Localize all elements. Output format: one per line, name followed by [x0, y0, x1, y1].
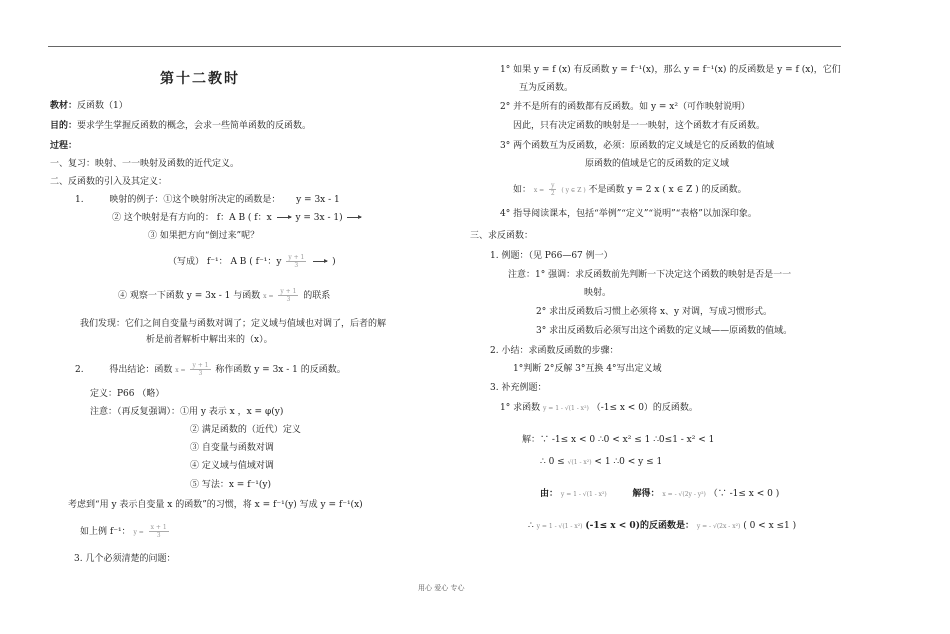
example-line	[80, 524, 171, 539]
item-text: < 1 ∴0 < y ≤ 1	[594, 457, 663, 467]
note-line-5: ⑤ 写法：x = f⁻¹(y)	[190, 480, 271, 490]
note-line-3: ③ 自变量与函数对调	[190, 443, 274, 453]
example-note-1b: 映射。	[584, 288, 612, 298]
arrow-icon	[313, 261, 327, 262]
section-find-inverse: 三、求反函数：	[470, 231, 534, 241]
summary-heading: 2. 小结：求函数反函数的步骤：	[490, 346, 619, 356]
fraction-denominator: 3	[294, 262, 299, 269]
example-note-3: 3° 求出反函数后必须写出这个函数的定义域——原函数的值域。	[536, 326, 793, 336]
example-note-1: 注意：1° 强调：求反函数前先判断一下决定这个函数的映射是否是一一	[508, 270, 792, 280]
section-inverse-intro: 二、反函数的引入及其定义：	[50, 177, 168, 187]
fraction	[278, 288, 298, 303]
fraction-numerator: y + 1	[192, 362, 209, 369]
fraction	[286, 254, 306, 269]
formula-text: y =	[133, 529, 144, 536]
supplement-problem	[500, 402, 698, 415]
item-text: ② 这个映射是有方向的：	[112, 213, 214, 223]
formula-text: x = - √(2y - y²)	[662, 491, 706, 498]
definition-line: 定义：P66 （略）	[90, 389, 165, 399]
objective-text: 要求学生掌握反函数的概念，会求一些简单函数的反函数。	[77, 121, 312, 131]
formula-text: )	[332, 257, 336, 267]
note-line-4: ④ 定义域与值域对调	[190, 461, 274, 471]
formula-text: y = - √(2x - x²)	[696, 523, 741, 530]
page-title: 第十二教时	[160, 71, 240, 87]
consider-line: 考虑到“用 y 表示自变量 x 的函数”的习惯，将 x = f⁻¹(y) 写成 y = f⁻¹(x)	[68, 500, 363, 510]
note-line-1: 注意：（再反复强调）：①用 y 表示 x ，x = φ(y)	[90, 407, 284, 417]
item-compare	[118, 288, 330, 303]
item-conclusion	[75, 362, 346, 377]
fraction-denominator: 3	[286, 296, 291, 303]
formula-text: √(1 - x²)	[567, 459, 592, 466]
solution-line-3	[540, 488, 779, 501]
item-text: ∴	[528, 521, 534, 531]
finding-line-1: 我们发现：它们之间自变量与函数对调了；定义域与值域也对调了，后者的解	[80, 319, 387, 329]
header-rule	[48, 46, 841, 47]
formula-text: x =	[175, 367, 186, 374]
formula-text: y = 1 - √(1 - x²)	[536, 523, 583, 530]
item-text: 得出结论：函数	[109, 365, 173, 375]
formula-text: x =	[263, 293, 274, 300]
item-number: 2.	[75, 365, 84, 375]
summary-steps: 1°判断 2°反解 3°互换 4°写出定义域	[513, 364, 662, 374]
item-text: （-1≤ x < 0）的反函数。	[591, 403, 698, 413]
formula-text: f⁻¹： A B ( f⁻¹：y	[206, 257, 282, 267]
section-review: 一、复习：映射、一一映射及函数的近代定义。	[50, 159, 240, 169]
formula-text: y = 3x - 1	[186, 291, 231, 301]
objective-label: 目的：	[50, 121, 78, 131]
solution-line-1: 解：∵ -1≤ x < 0 ∴0 < x² ≤ 1 ∴0≤1 - x² < 1	[522, 435, 715, 445]
item-text: 与函数	[233, 291, 261, 301]
point-2-line-1: 2° 并不是所有的函数都有反函数。如 y = x²（可作映射说明）	[500, 102, 750, 112]
objective-line	[50, 120, 311, 132]
material-text: 反函数（1）	[77, 101, 128, 111]
fraction-denominator: 2	[550, 190, 555, 197]
supplement-heading: 3. 补充例题：	[490, 383, 547, 393]
fraction	[149, 524, 169, 539]
finding-line-2: 析是前者解析中解出来的（x）。	[146, 335, 273, 345]
item-text: 映射的例子：①这个映射所决定的函数是：	[109, 195, 281, 205]
formula-text: y = 3x - 1	[296, 195, 340, 205]
item-text: (-1≤ x < 0)的反函数是：	[585, 521, 694, 531]
fraction	[549, 182, 556, 197]
formula-text: x =	[533, 187, 545, 194]
item-text: 如：	[513, 185, 532, 195]
fraction-numerator: x + 1	[150, 524, 167, 531]
item-text: （∵ -1≤ x < 0 )	[708, 489, 780, 499]
point-1-line-1: 1° 如果 y = f (x) 有反函数 y = f⁻¹(x)，那么 y = f⁻¹(x) 的反函数是 y = f (x)，它们	[500, 65, 841, 75]
fraction-numerator: y + 1	[280, 288, 297, 295]
item-inverse-notation	[168, 254, 336, 269]
arrow-icon	[347, 217, 361, 218]
item-text: 解得：	[632, 489, 660, 499]
note-line-2: ② 满足函数的（近代）定义	[190, 425, 301, 435]
formula-text: f：A B ( f：x	[216, 213, 272, 223]
page-footer: 用心 爱心 专心	[418, 584, 465, 592]
fraction-numerator: y + 1	[288, 254, 305, 261]
formula-text: y = 1 - √(1 - x²)	[560, 491, 607, 498]
fraction-denominator: 3	[198, 370, 203, 377]
item-text: ( 0 < x ≤1 )	[743, 521, 797, 531]
item-text: 由：	[540, 489, 559, 499]
example-heading: 1. 例题：（见 P66—67 例一）	[490, 251, 613, 261]
point-3-line-1: 3° 两个函数互为反函数，必须：原函数的定义域是它的反函数的值域	[500, 141, 775, 151]
item-mapping-direction	[112, 212, 363, 224]
solution-line-4	[528, 520, 796, 533]
item-number: 1.	[75, 195, 84, 205]
item-text: 的联系	[303, 291, 331, 301]
formula-text: y = 1 - √(1 - x²)	[542, 405, 589, 412]
fraction-denominator: 3	[156, 532, 161, 539]
material-label: 教材：	[50, 101, 78, 111]
item-text: 称作函数 y = 3x - 1 的反函数。	[215, 365, 346, 375]
process-label: 过程：	[50, 141, 78, 151]
questions-heading: 3. 几个必须清楚的问题：	[74, 554, 176, 564]
item-text: （写成）	[168, 257, 205, 267]
fraction	[190, 362, 210, 377]
item-text: ④ 观察一下函数	[118, 291, 184, 301]
example-note-2: 2° 求出反函数后习惯上必须将 x、y 对调，写成习惯形式。	[536, 307, 772, 317]
arrow-icon	[277, 217, 291, 218]
point-4-line: 4° 指导阅读课本，包括“举例”“定义”“说明”“表格”以加深印象。	[500, 209, 757, 219]
point-3-line-2: 原函数的值域是它的反函数的定义域	[585, 159, 730, 169]
item-reverse-question: ③ 如果把方向“倒过来”呢？	[148, 231, 260, 241]
point-1-line-2: 互为反函数。	[519, 83, 574, 93]
formula-text: ( y ∈ Z )	[561, 187, 586, 194]
item-text: 如上例 f⁻¹：	[80, 527, 131, 537]
material-line	[50, 100, 128, 112]
point-3-example	[513, 182, 747, 197]
point-2-line-2: 因此，只有决定函数的映射是一一映射，这个函数才有反函数。	[513, 121, 766, 131]
item-text: 不是函数 y = 2 x ( x ∈ Z ) 的反函数。	[588, 185, 747, 195]
item-mapping-example	[75, 194, 340, 206]
item-text: 1° 求函数	[500, 403, 541, 413]
fraction-numerator: y	[551, 182, 555, 189]
solution-line-2	[540, 456, 662, 469]
item-text: ∴ 0 ≤	[540, 457, 565, 467]
formula-text: y = 3x - 1)	[295, 213, 343, 223]
